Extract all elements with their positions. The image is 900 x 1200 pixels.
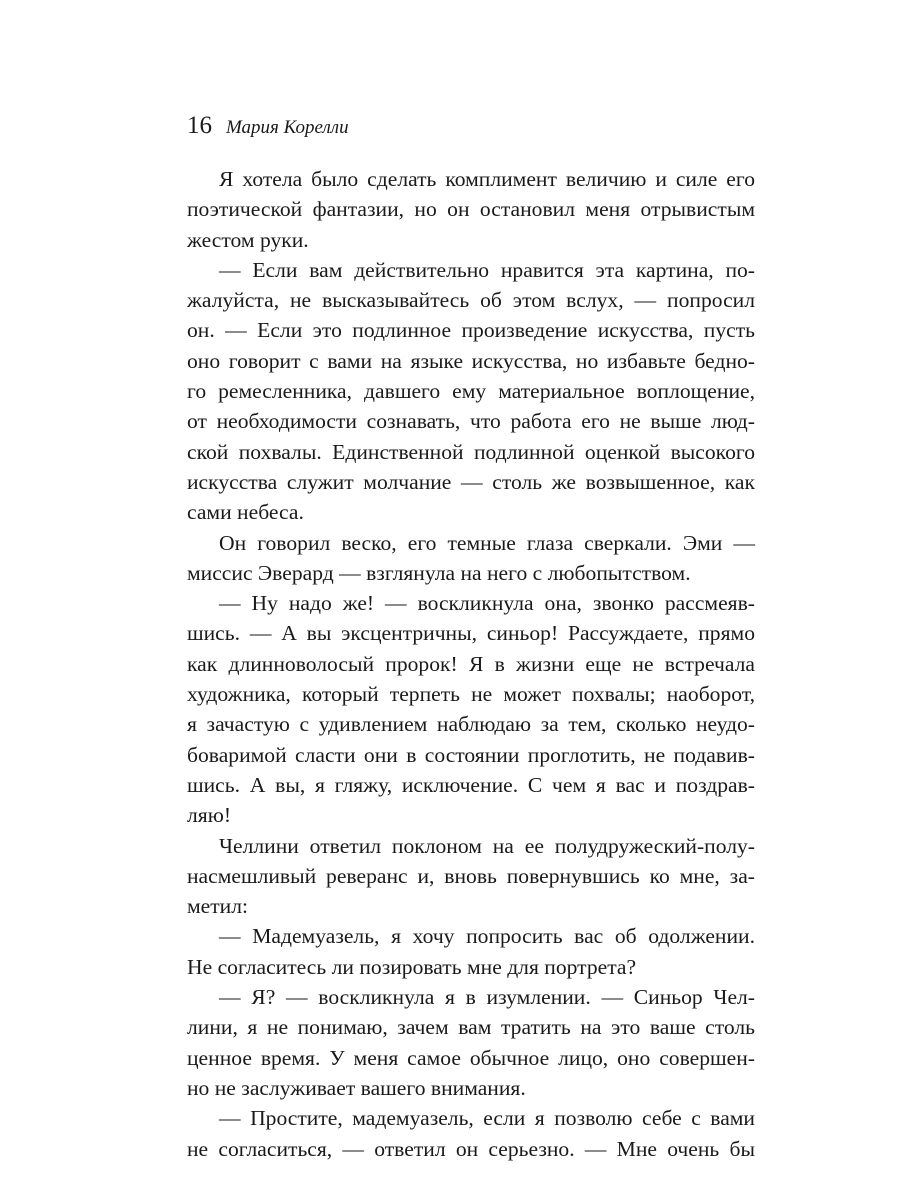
text-line: — Я? — воскликнула я в изумлении. — Синьор Чел- [219, 985, 755, 1010]
text-line: сами небеса. [187, 500, 304, 525]
text-line: я зачастую с удивлением наблюдаю за тем, сколько неудо- [187, 712, 755, 737]
text-line: он. — Если это подлинное произведение искусства, пусть [187, 318, 755, 343]
text-line: — Если вам действительно нравится эта картина, по- [219, 257, 755, 282]
page-header [187, 112, 349, 140]
text-line: Он говорил веско, его темные глаза сверкали. Эми — [219, 530, 755, 555]
text-line: шись. А вы, я гляжу, исключение. С чем я вас и поздрав- [187, 772, 755, 797]
text-line: искусства служит молчание — столь же возвышенное, как [187, 469, 755, 494]
running-head-author: Мария Корелли [226, 117, 349, 138]
text-line: поэтической фантазии, но он остановил меня отрывистым [187, 197, 755, 222]
text-line: Не согласитесь ли позировать мне для портрета? [187, 954, 637, 979]
text-line: насмешливый реверанс и, вновь повернувшись ко мне, за- [187, 863, 755, 888]
text-line: но не заслуживает вашего внимания. [187, 1075, 526, 1100]
text-line: художника, который терпеть не может похвалы; наоборот, [187, 682, 755, 707]
text-line: ской похвалы. Единственной подлинной оценкой высокого [187, 439, 755, 464]
text-line: метил: [187, 894, 249, 919]
text-line: — Ну надо же! — воскликнула она, звонко рассмеяв- [219, 591, 755, 616]
text-line: жестом руки. [187, 227, 309, 252]
text-line: от необходимости сознавать, что работа его не выше люд- [187, 409, 755, 434]
text-line: боваримой сласти они в состоянии проглотить, не подавив- [187, 742, 755, 767]
text-line: как длинноволосый пророк! Я в жизни еще не встречала [187, 651, 755, 676]
text-line: шись. — А вы эксцентричны, синьор! Рассуждаете, прямо [187, 621, 755, 646]
text-line: жалуйста, не высказывайтесь об этом вслух, — попросил [187, 288, 755, 313]
text-line: Челлини ответил поклоном на ее полудружеский-полу- [219, 833, 755, 858]
page-number: 16 [187, 112, 212, 139]
text-line: миссис Эверард — взглянула на него с любопытством. [187, 560, 691, 585]
text-line: го ремесленника, давшего ему материальное воплощение, [187, 379, 755, 404]
text-line: ляю! [187, 803, 232, 828]
text-line: Я хотела было сделать комплимент величию и силе его [219, 167, 755, 191]
text-line: лини, я не понимаю, зачем вам тратить на это ваше столь [187, 1015, 755, 1040]
body-text [187, 164, 755, 1164]
text-line: оно говорит с вами на языке искусства, но избавьте бедно- [187, 348, 755, 373]
text-line: не согласиться, — ответил он серьезно. — Мне очень бы [187, 1136, 755, 1161]
text-line: — Простите, мадемуазель, если я позволю себе с вами [219, 1106, 755, 1131]
text-line: ценное время. У меня самое обычное лицо, оно совершен- [187, 1045, 755, 1070]
text-line: — Мадемуазель, я хочу попросить вас об одолжении. [219, 924, 755, 949]
